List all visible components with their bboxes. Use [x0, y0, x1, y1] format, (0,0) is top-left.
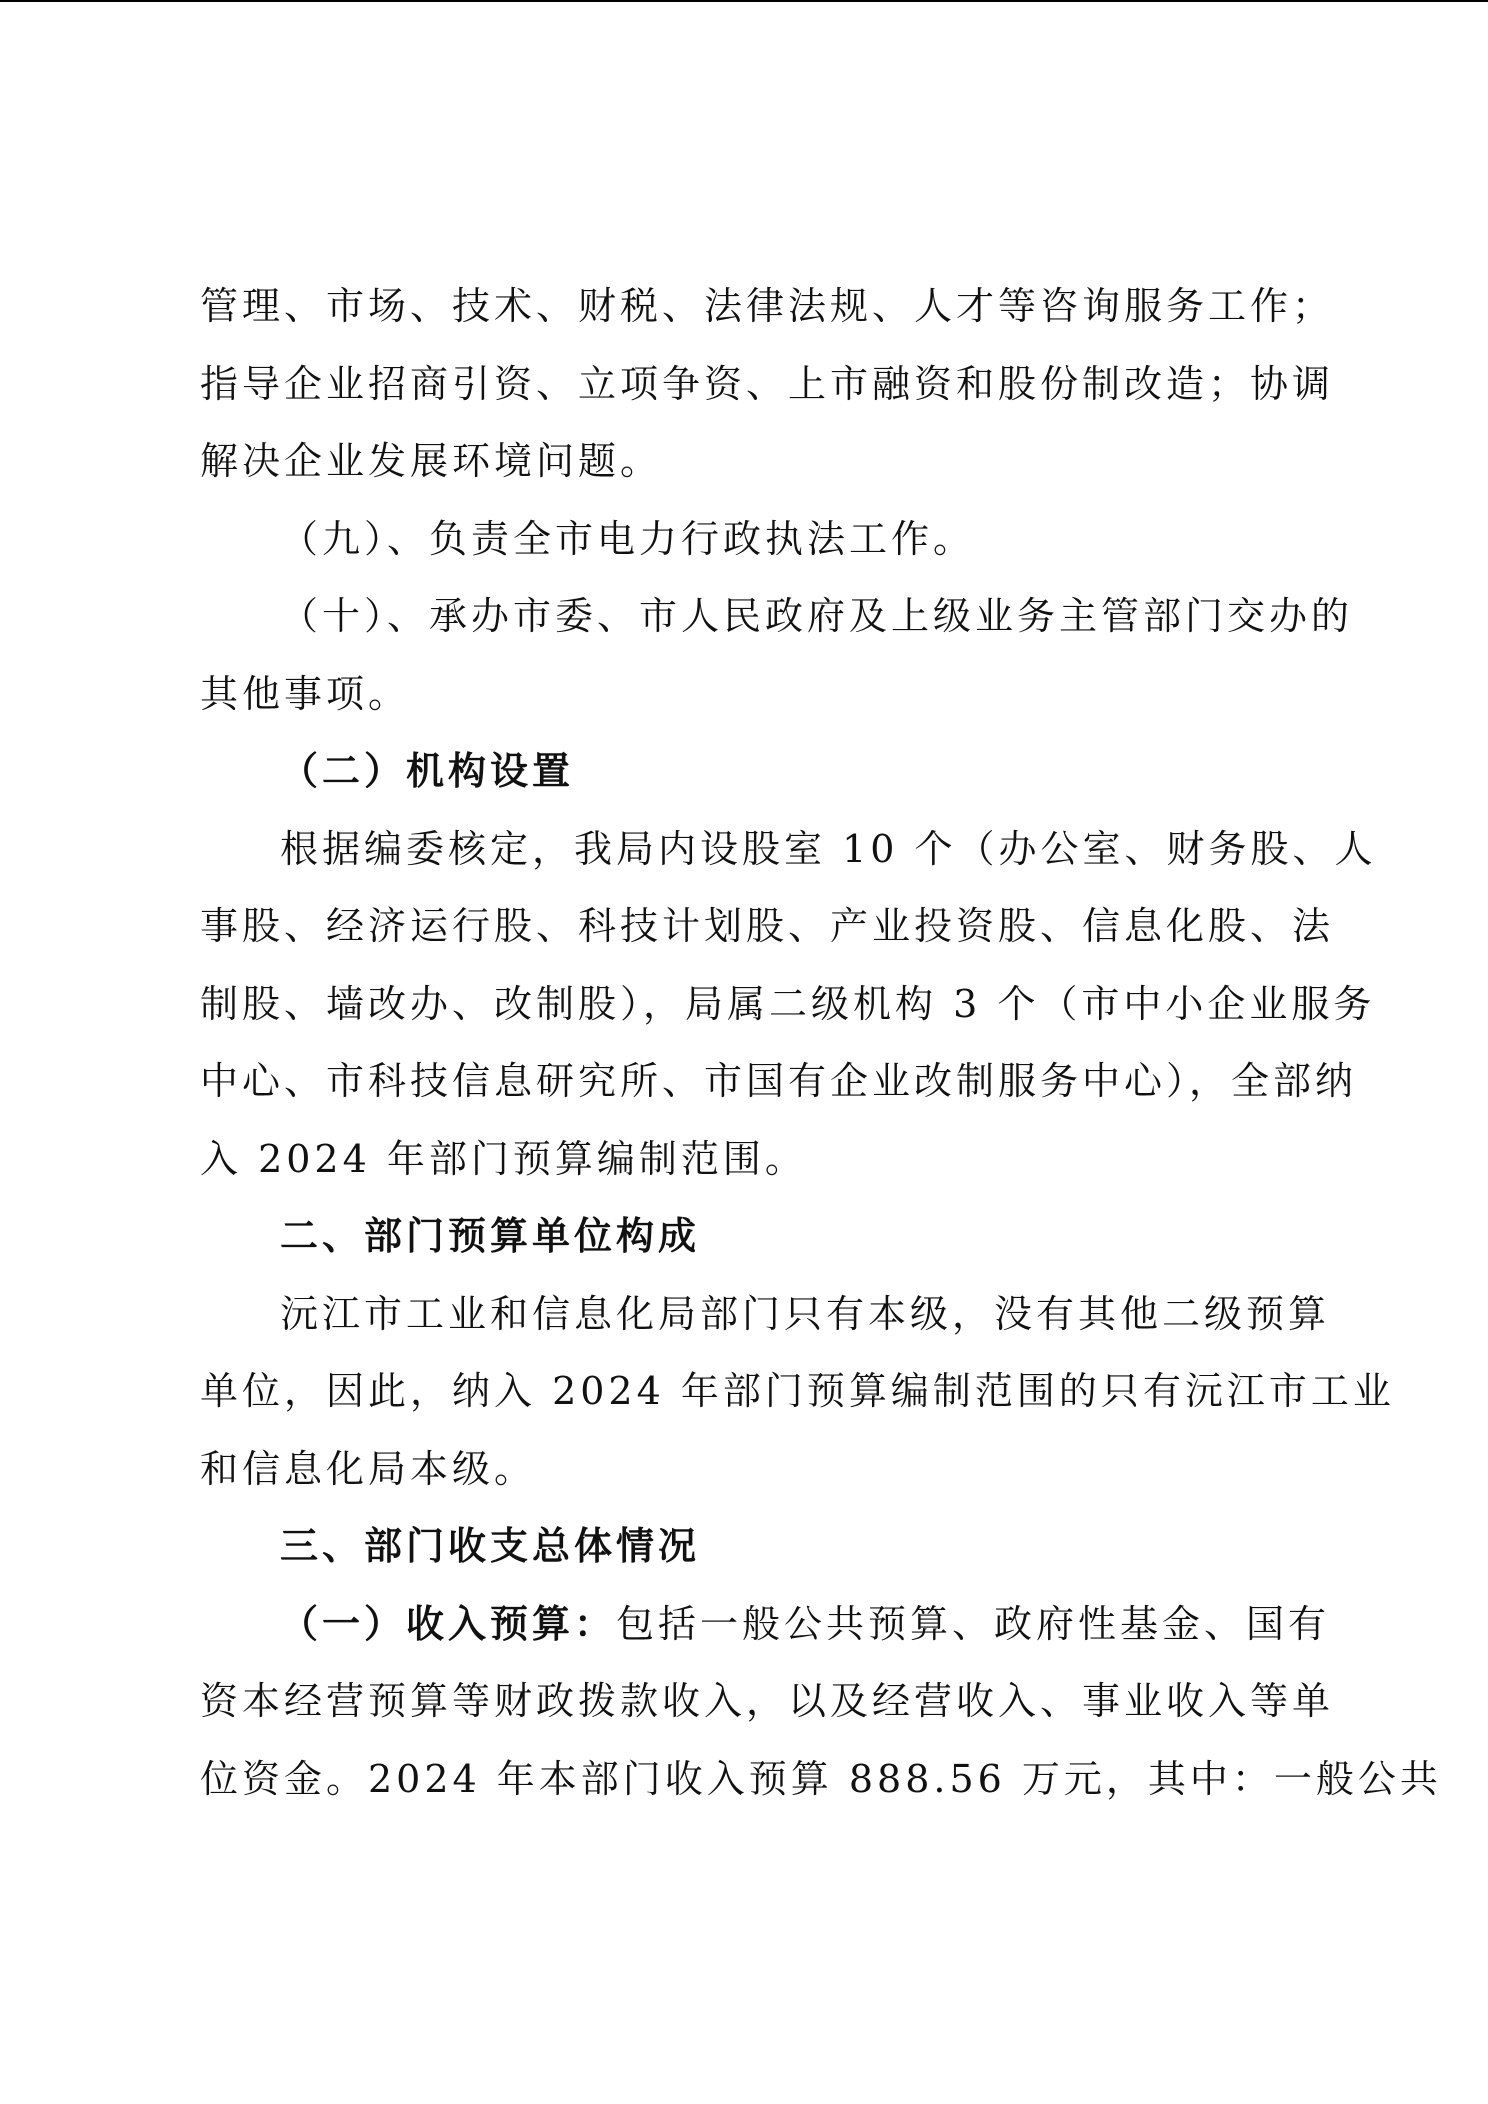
text-line: 单位，因此，纳入 2024 年部门预算编制范围的只有沅江市工业 [200, 1369, 1395, 1413]
text-line: 解决企业发展环境问题。 [200, 439, 663, 483]
text-line: 其他事项。 [200, 671, 411, 716]
income-label: （一）收入预算： [280, 1601, 617, 1646]
text-line: 事股、经济运行股、科技计划股、产业投资股、信息化股、法 [200, 904, 1335, 948]
section-heading-2: 二、部门预算单位构成 [280, 1214, 701, 1258]
text-line: 中心、市科技信息研究所、市国有企业改制服务中心），全部纳 [200, 1059, 1358, 1103]
text-line: 资本经营预算等财政拨款收入，以及经营收入、事业收入等单 [200, 1679, 1335, 1723]
text-line: 根据编委核定，我局内设股室 10 个（办公室、财务股、人 [280, 826, 1377, 871]
text-line: 管理、市场、技术、财税、法律法规、人才等咨询服务工作； [200, 284, 1335, 328]
section-heading-3: 三、部门收支总体情况 [280, 1524, 701, 1568]
text-line: 沅江市工业和信息化局部门只有本级，没有其他二级预算 [280, 1291, 1331, 1336]
list-item-9: （九）、负责全市电力行政执法工作。 [280, 516, 976, 561]
text-line: 指导企业招商引资、立项争资、上市融资和股份制改造；协调 [200, 361, 1335, 406]
list-item-10: （十）、承办市委、市人民政府及上级业务主管部门交办的 [280, 594, 1354, 638]
text-line: 入 2024 年部门预算编制范围。 [200, 1136, 807, 1181]
text-line: 位资金。2024 年本部门收入预算 888.56 万元，其中：一般公共 [200, 1756, 1442, 1801]
income-budget-line [200, 1586, 1331, 1664]
document-body [200, 268, 1442, 1818]
income-text: 包括一般公共预算、政府性基金、国有 [616, 1601, 1331, 1646]
text-line: 制股、墙改办、改制股），局属二级机构 3 个（市中小企业服务 [200, 981, 1376, 1026]
section-heading-org: （二）机构设置 [280, 749, 575, 793]
text-line: 和信息化局本级。 [200, 1446, 537, 1491]
